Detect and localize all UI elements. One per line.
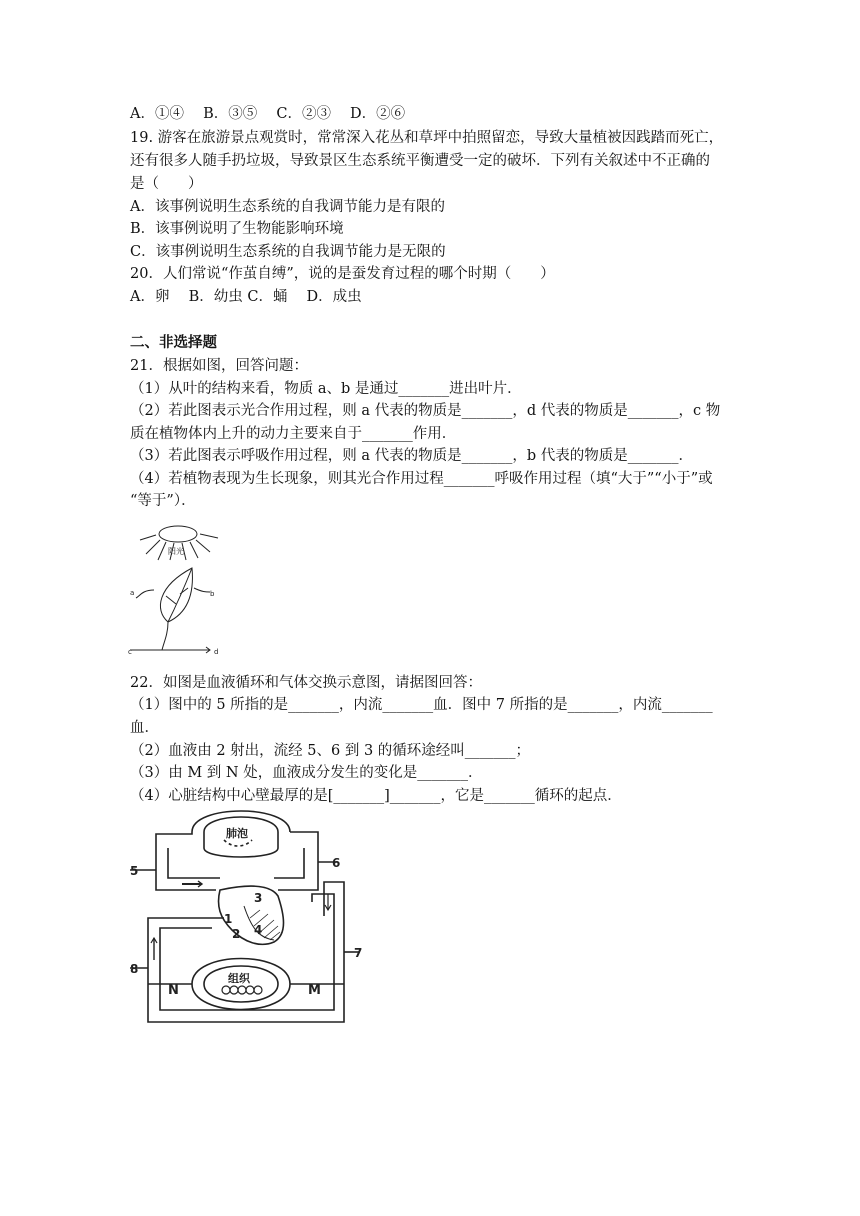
vessel-label-6: 6	[332, 856, 341, 870]
q22-part1-line2: 血．	[130, 720, 159, 736]
q22-part4: （4）心脏结构中心壁最厚的是[_______]_______，它是_______循环的起点．	[130, 788, 622, 804]
q21-part4-line1: （4）若植物表现为生长现象，则其光合作用过程_______呼吸作用过程（填“大于”“小于”或	[130, 471, 713, 487]
alveoli-label: 肺泡	[226, 827, 248, 840]
q19-stem-line3: 是（ ）	[130, 176, 203, 192]
heart-label-3: 3	[254, 891, 263, 905]
q21-part2-line2: 质在植物体内上升的动力主要来自于_______作用．	[130, 426, 457, 442]
q21-part4-line2: “等于”）．	[130, 493, 196, 509]
q22-part3: （3）由 M 到 N 处，血液成分发生的变化是_______．	[130, 765, 483, 781]
q21-part3: （3）若此图表示呼吸作用过程，则 a 代表的物质是_______，b 代表的物质是_______．	[130, 448, 693, 464]
q18-options: A．①④ B．③⑤ C．②③ D．②⑥	[130, 106, 406, 122]
q20-stem: 20．人们常说“作茧自缚”，说的是蚕发育过程的哪个时期（ ）	[130, 266, 555, 282]
heart-label-1: 1	[224, 912, 233, 926]
q21-leaf-figure	[128, 520, 223, 655]
q22-part2: （2）血液由 2 射出，流经 5、6 到 3 的循环途经叫_______；	[130, 743, 531, 759]
q20-options: A．卵 B．幼虫 C．蛹 D．成虫	[130, 289, 362, 305]
vessel-label-5: 5	[130, 864, 139, 878]
q22-stem: 22．如图是血液循环和气体交换示意图，请据图回答：	[130, 675, 482, 691]
point-label-n: N	[168, 983, 179, 998]
q21-stem: 21．根据如图，回答问题：	[130, 358, 308, 374]
q19-option-c: C．该事例说明生态系统的自我调节能力是无限的	[130, 244, 446, 260]
q19-option-b: B．该事例说明了生物能影响环境	[130, 221, 344, 237]
vessel-label-8: 8	[130, 962, 139, 976]
sun-icon	[159, 526, 197, 542]
heart-label-2: 2	[232, 927, 241, 941]
tissue-label: 组织	[228, 972, 250, 985]
point-label-m: M	[308, 983, 321, 998]
q19-stem-line1: 19. 游客在旅游景点观赏时，常常深入花丛和草坪中拍照留恋，导致大量植被因践踏而死亡，	[130, 130, 724, 146]
section-heading: 二、非选择题	[130, 334, 217, 351]
label-c: c	[128, 648, 132, 655]
vessel-label-7: 7	[354, 946, 363, 960]
q21-part1: （1）从叶的结构来看，物质 a、b 是通过_______进出叶片．	[130, 381, 522, 397]
q21-part2-line1: （2）若此图表示光合作用过程，则 a 代表的物质是_______，d 代表的物质是_______，c 物	[130, 403, 721, 419]
sun-label: 阳光	[168, 547, 184, 556]
q22-circulation-figure	[128, 810, 368, 1040]
q19-option-a: A．该事例说明生态系统的自我调节能力是有限的	[130, 199, 445, 215]
q19-stem-line2: 还有很多人随手扔垃圾，导致景区生态系统平衡遭受一定的破坏．下列有关叙述中不正确的	[130, 153, 710, 169]
q22-part1-line1: （1）图中的 5 所指的是_______，内流_______血．图中 7 所指的是_______，内流_______	[130, 697, 713, 713]
label-a: a	[130, 589, 135, 597]
label-b: b	[210, 590, 215, 598]
label-d: d	[214, 648, 219, 655]
heart-label-4: 4	[254, 923, 263, 937]
leaf-shape	[160, 568, 192, 622]
